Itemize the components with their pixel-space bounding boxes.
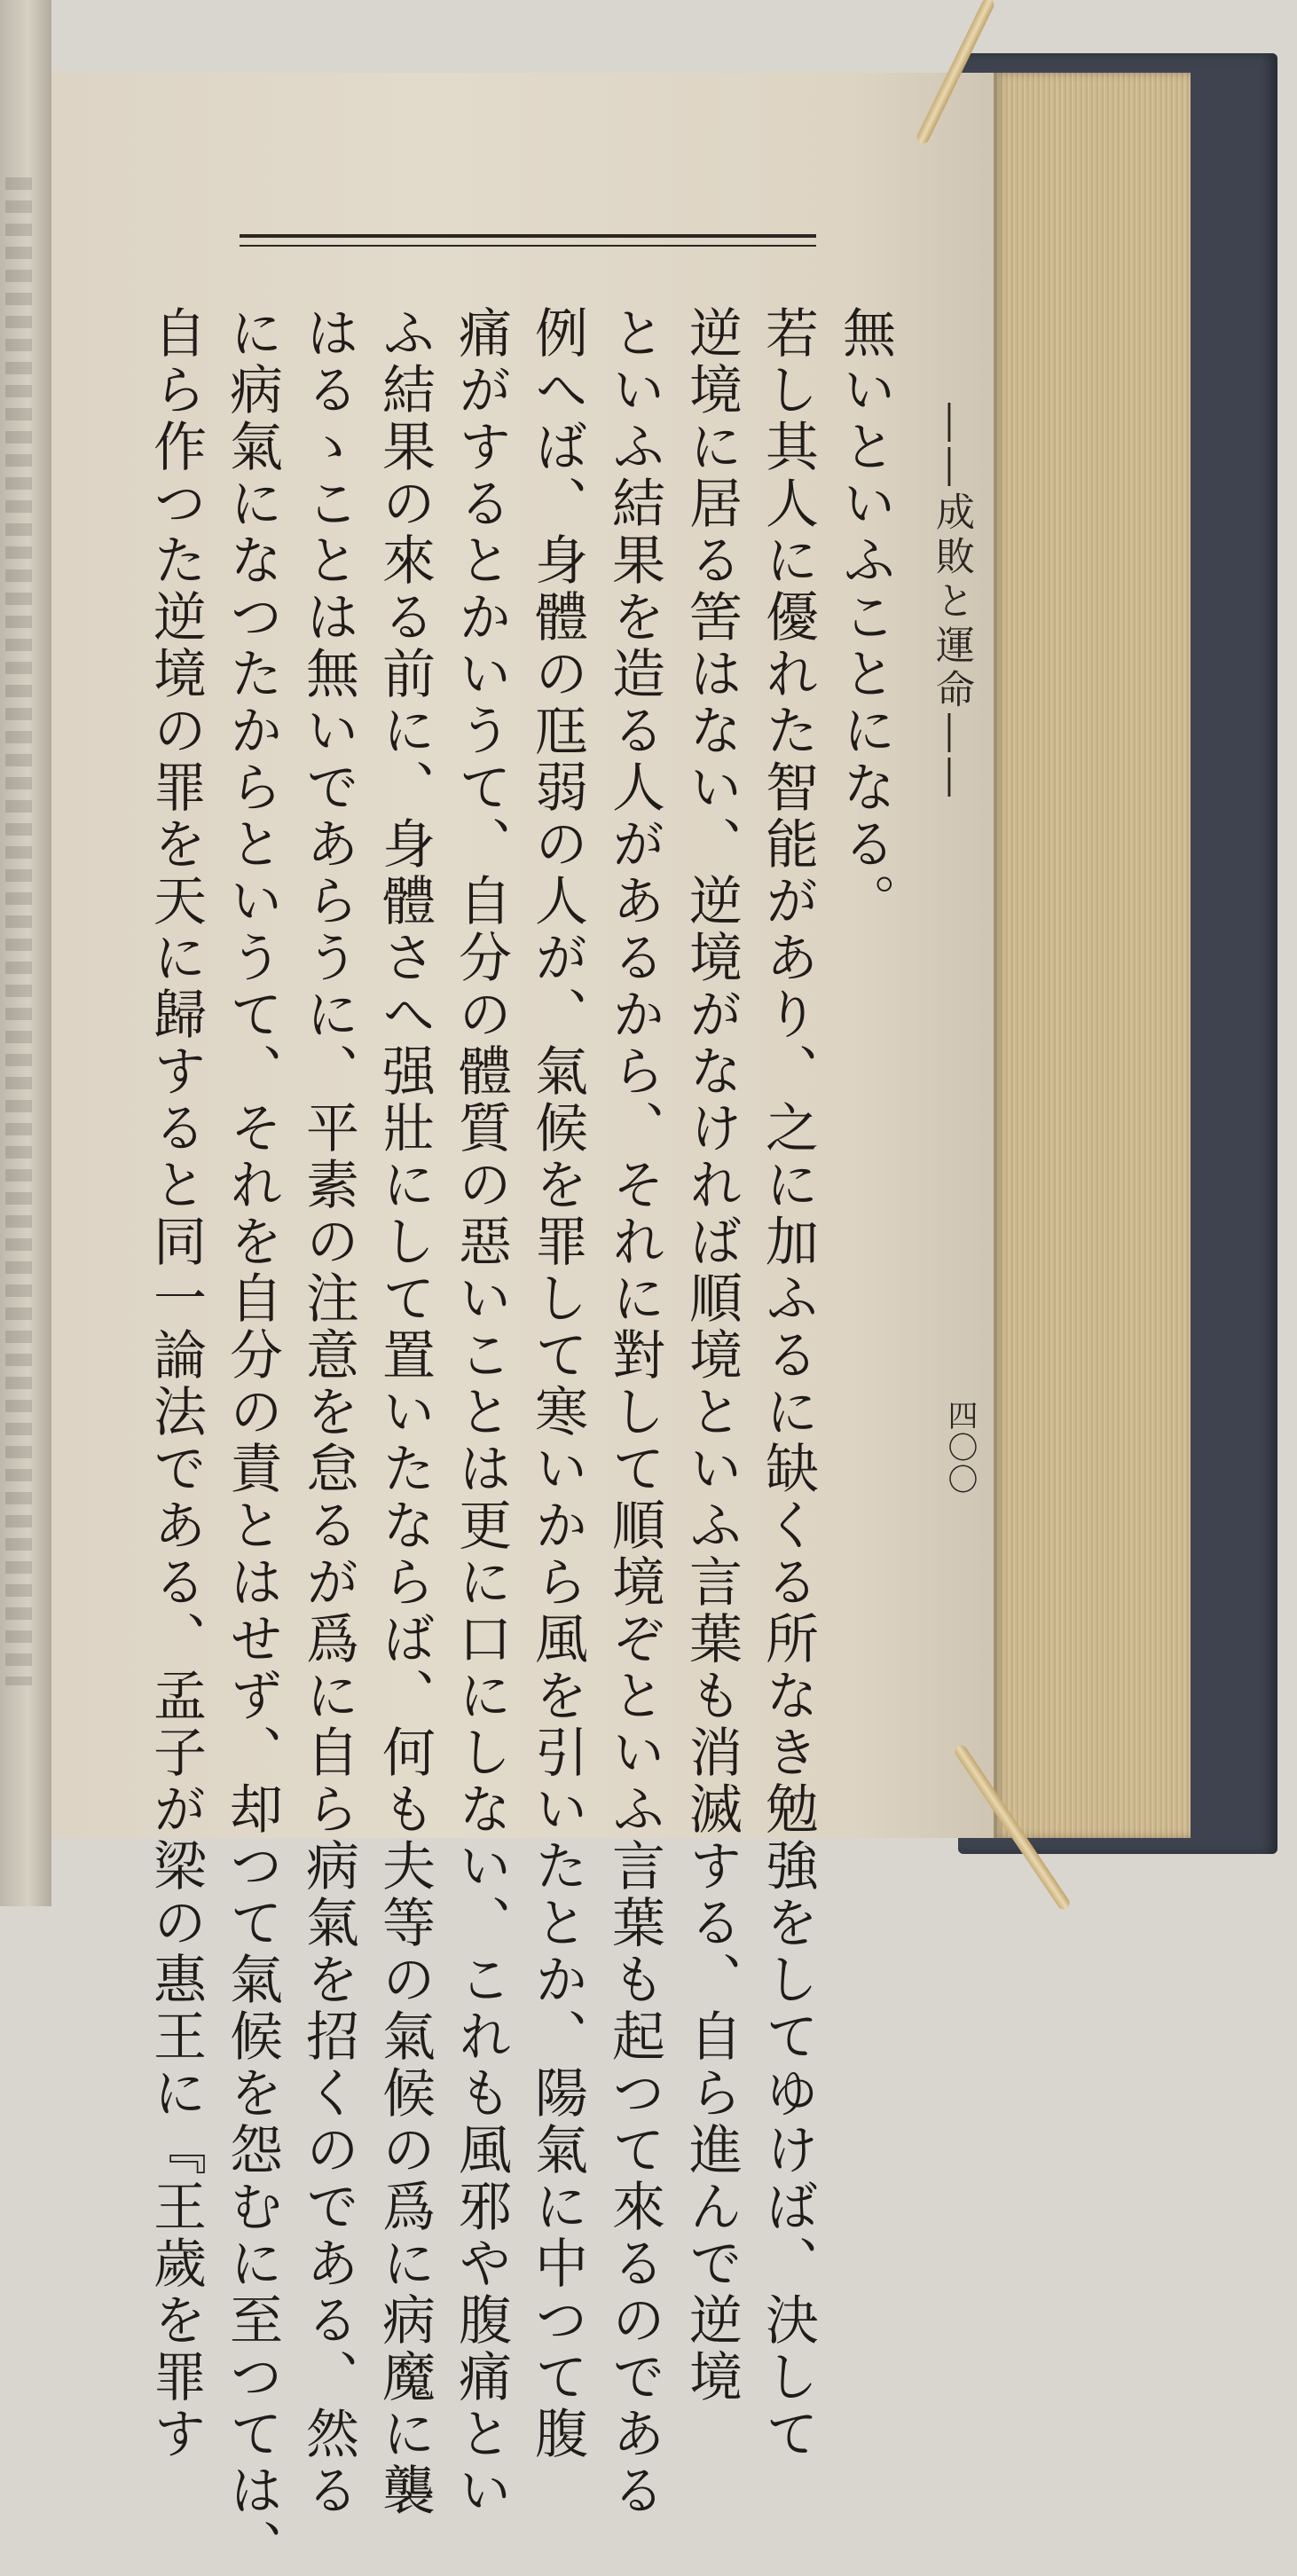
text-line: 自ら作つた逆境の罪を天に歸すると同一論法である、孟子が梁の惠王に『王歲を罪す bbox=[145, 305, 207, 2462]
text-line: に病氣になつたからというて、それを自分の責とはせず、却つて氣候を怨むに至つては、 bbox=[221, 305, 283, 2576]
running-title: ――成敗と運命―― bbox=[929, 403, 974, 802]
text-line: 若し其人に優れた智能があり、之に加ふるに缺くる所なき勉強をしてゆけば、決して bbox=[757, 305, 819, 2462]
left-page-text-shadow bbox=[5, 177, 32, 1685]
book-page bbox=[51, 73, 994, 2576]
page-number: 四〇〇 bbox=[942, 1400, 978, 1496]
text-line: 逆境に居る筈はない、逆境がなければ順境といふ言葉も消滅する、自ら進んで逆境 bbox=[680, 305, 743, 2406]
text-line: 痛がするとかいうて、自分の體質の惡いことは更に口にしない、これも風邪や腹痛とい bbox=[450, 305, 512, 2519]
text-line: ふ結果の來る前に、身體さへ强壯にして置いたならば、何も夫等の氣候の爲に病魔に襲 bbox=[373, 305, 436, 2519]
text-line: といふ結果を造る人があるから、それに對して順境ぞといふ言葉も起つて來るのである bbox=[603, 305, 665, 2519]
left-page-edge bbox=[0, 0, 51, 1906]
text-line: はるゝことは無いであらうに、平素の注意を怠るが爲に自ら病氣を招くのである、然る bbox=[297, 305, 359, 2519]
text-line: 例へば、身體の尫弱の人が、氣候を罪して寒いから風を引いたとか、陽氣に中つて腹 bbox=[526, 305, 588, 2462]
top-rule-thick bbox=[240, 234, 816, 238]
page-edges bbox=[994, 73, 1191, 1838]
top-rule-thin bbox=[240, 245, 816, 247]
text-line: 無いといふことになる。 bbox=[834, 305, 896, 930]
